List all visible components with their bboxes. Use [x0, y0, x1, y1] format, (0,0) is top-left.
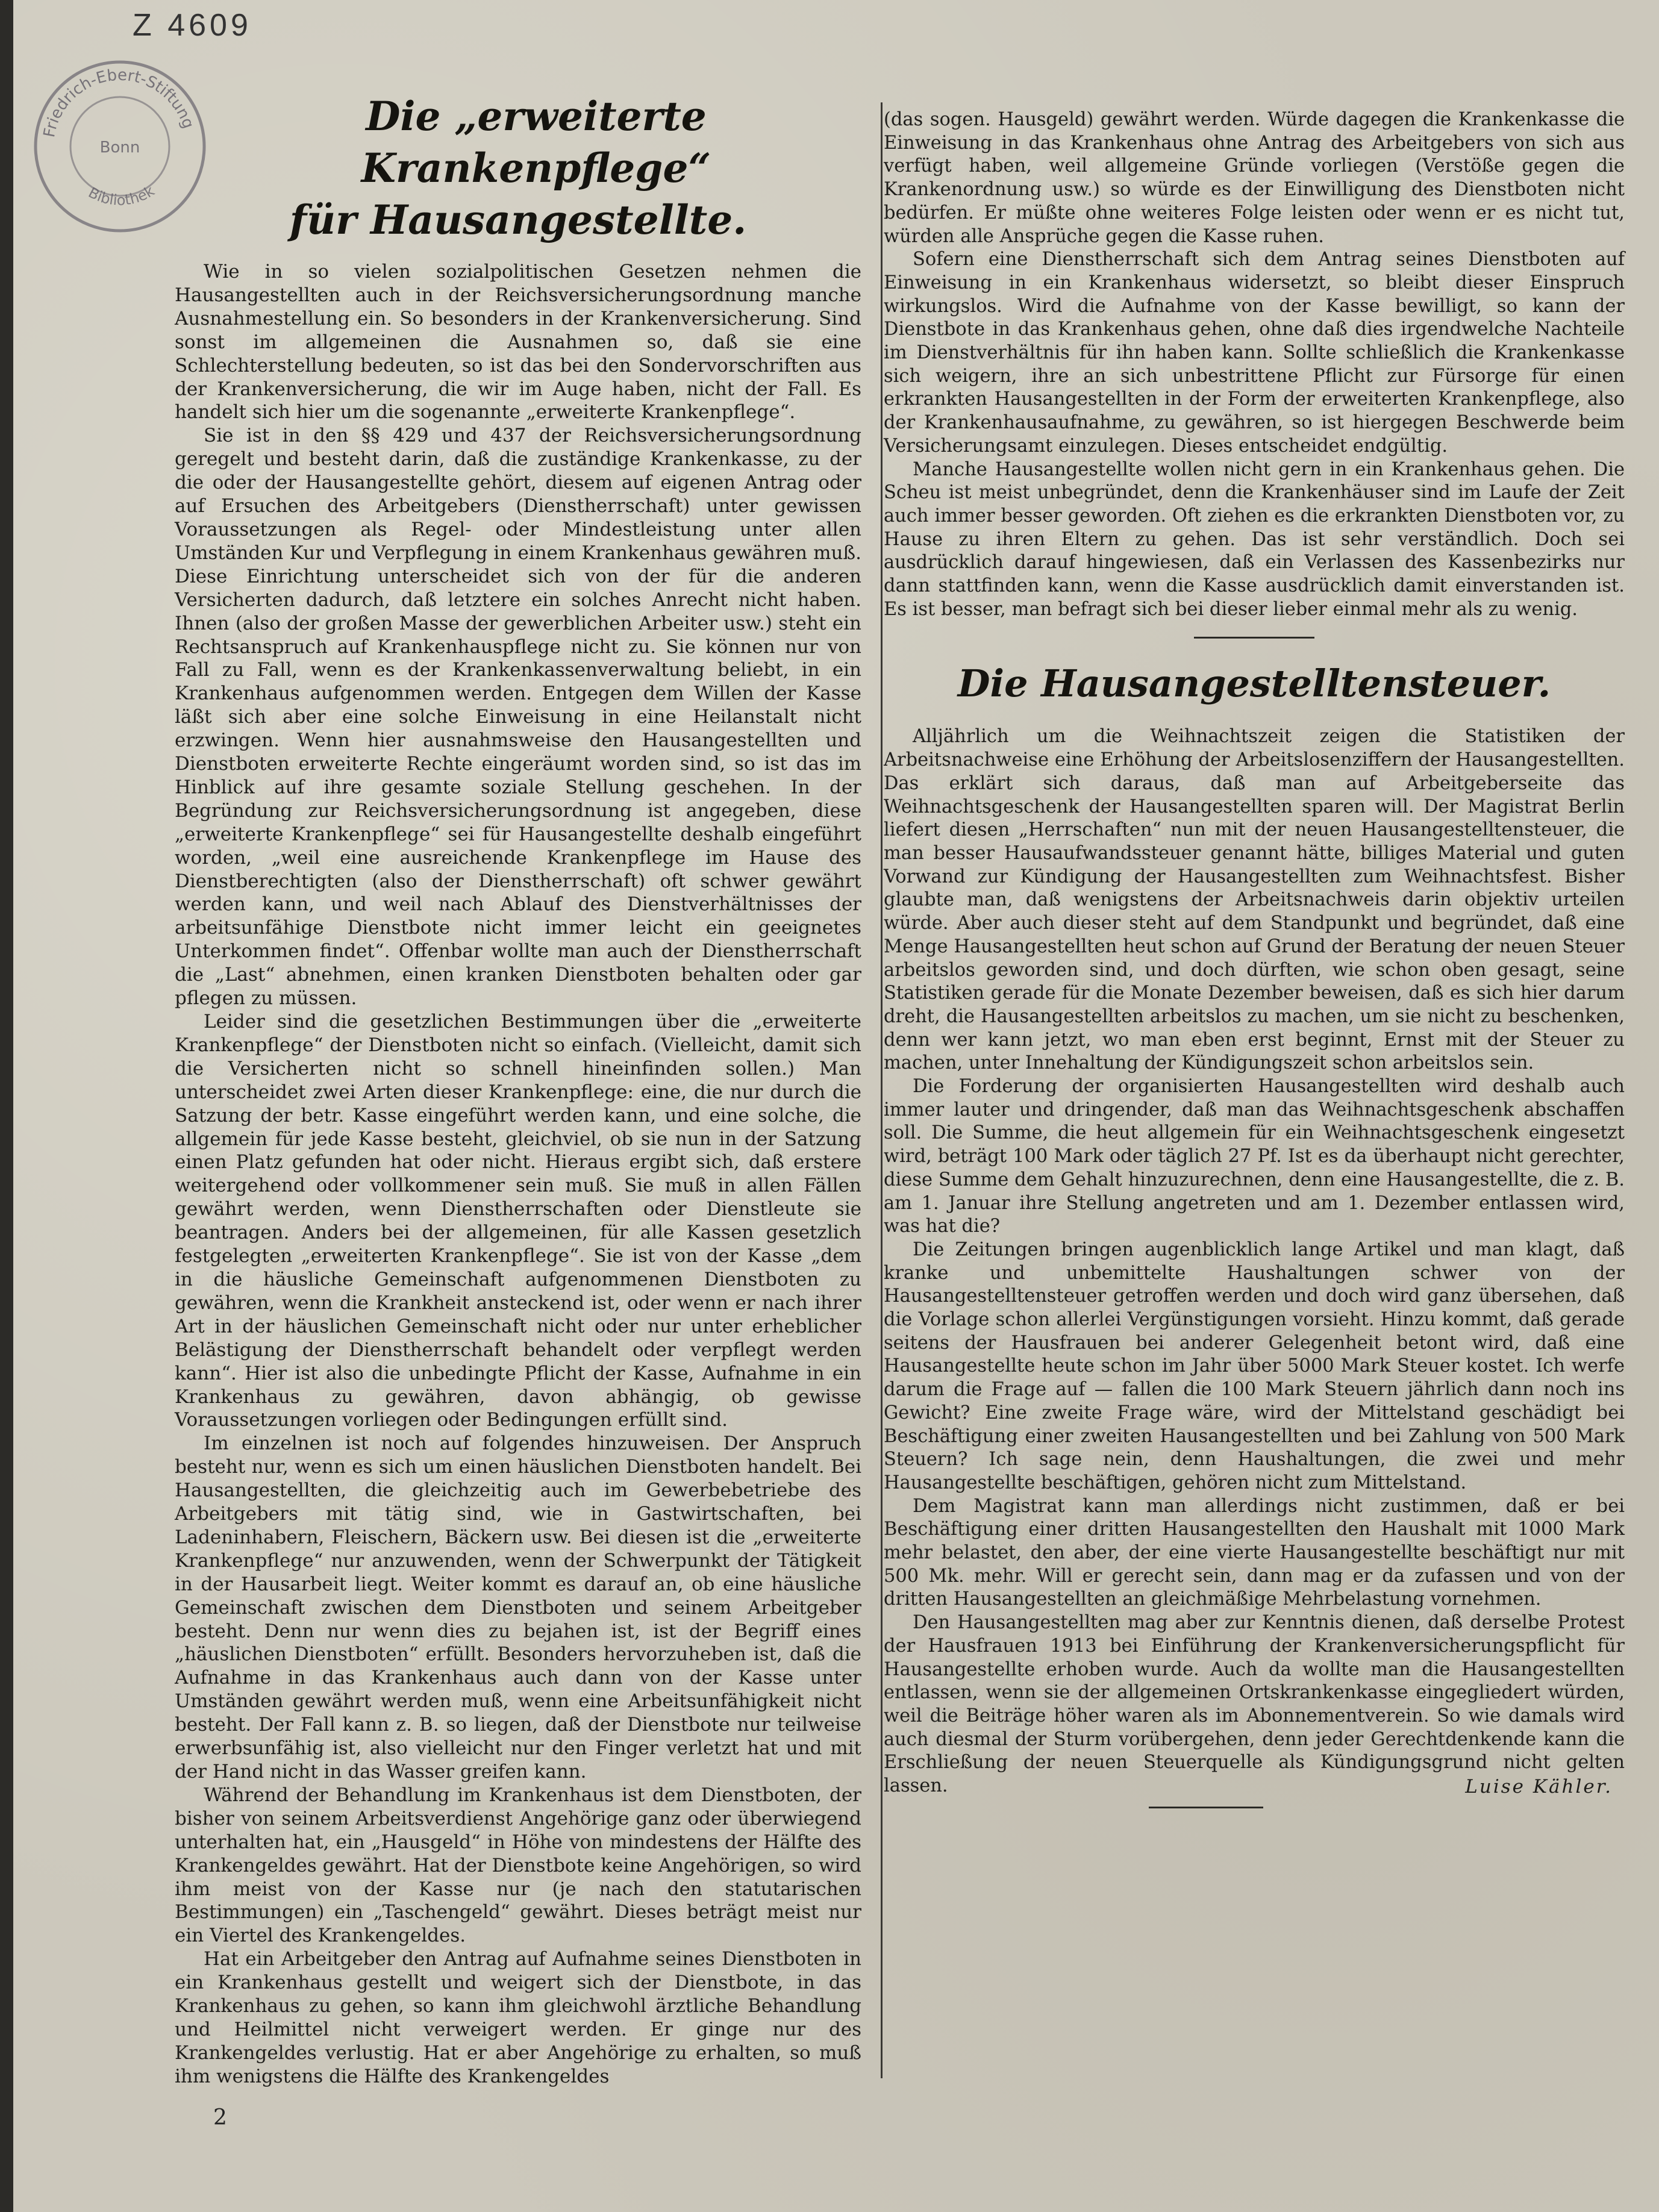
article1-paragraph: Hat ein Arbeitgeber den Antrag auf Aufnahme seines Dienstboten in ein Krankenhaus gestellt und weigert sich der Dienstbote, in das Krankenhaus zu gehen, so kann ihm gleichwohl ärztliche Behandlung und Heilmittel nicht verweigert werden. Er ginge nur des Krankengeldes verlustig. Hat er aber Angehörige zu erhalten, so muß ihm wenigstens die Hälfte des Krankengeldes [175, 1948, 861, 2087]
stamp-center-text: Bonn [99, 139, 140, 157]
svg-text:Bibliothek [86, 183, 157, 209]
article2-paragraph: Dem Magistrat kann man allerdings nicht zustimmen, daß er bei Beschäftigung einer dritten Hausangestellten den Haushalt mit 1000 Mark mehr belastet, den aber, der eine vierte Hausangestellte beschäftigt nur mit 500 Mk. mehr. Will er gerecht sein, dann mag er da zufassen und von der dritten Hausangestellten an gleichmäßige Mehrbelastung vornehmen. [884, 1495, 1625, 1610]
article1-continued-paragraph: Sofern eine Dienstherrschaft sich dem Antrag seines Dienstboten auf Einweisung in ein Krankenhaus widersetzt, so bleibt dieser Einspruch wirkungslos. Wird die Aufnahme von der Kasse bewilligt, so kann der Dienstbote in das Krankenhaus gehen, ohne daß dies irgendwelche Nachteile im Dienstverhältnis für ihn haben kann. Sollte schließlich die Krankenkasse sich weigern, ihre an sich unbestrittene Pflicht zur Fürsorge für einen erkrankten Hausangestellten in der Form der erweiterten Krankenpflege, also der Krankenhausaufnahme, zu gewähren, so ist hiergegen Beschwerde beim Versicherungsamt einzulegen. Dieses entscheidet endgültig. [884, 249, 1625, 457]
article2-paragraph: Den Hausangestellten mag aber zur Kenntnis dienen, daß derselbe Protest der Hausfrauen 1913 bei Einführung der Krankenversicherungspflicht für Hausangestellte erhoben wurde. Auch da wollte man die Hausangestellten entlassen, wenn sie der allgemeinen Ortskrankenkasse eingegliedert würden, weil die Beiträge höher waren als im Abonnementverein. So wie damals wird auch diesmal der Sturm vorübergehen, denn jeder Gerechtdenkende kann die Erschließung der neuen Steuerquelle als Kündigungsgrund nicht gelten lassen. [884, 1612, 1625, 1797]
newspaper-page [13, 0, 1659, 2212]
article1-title-line1: Die „erweiterte Krankenpflege“ [361, 93, 711, 192]
article2-paragraph: Die Forderung der organisierten Hausangestellten wird deshalb auch immer lauter und dringender, daß man das Weihnachtsgeschenk abschaffen soll. Die Summe, die heut allgemein für ein Weihnachtsgeschenk eingesetzt wird, beträgt 100 Mark oder täglich 27 Pf. Ist es da überhaupt nicht gerechter, diese Summe dem Gehalt hinzuzurechnen, denn eine Hausangestellte, die z. B. am 1. Januar ihre Stellung angetreten und am 1. Dezember entlassen wird, was hat die? [884, 1076, 1625, 1237]
author-signature: Luise Kähler. [1465, 1775, 1613, 1798]
article1-paragraph: Im einzelnen ist noch auf folgendes hinzuweisen. Der Anspruch besteht nur, wenn es sich um einen häuslichen Dienstboten handelt. Bei Hausangestellten, die gleichzeitig auch im Gewerbebetriebe des Arbeitgebers mit tätig sind, wie in Gastwirtschaften, bei Ladeninhabern, Fleischern, Bäckern usw. Bei diesen ist die „erweiterte Krankenpflege“ nur anzuwenden, wenn der Schwerpunkt der Tätigkeit in der Hausarbeit liegt. Weiter kommt es darauf an, ob eine häusliche Gemeinschaft zwischen dem Dienstboten und seinem Arbeitgeber besteht. Denn nur wenn dies zu bejahen ist, ist der Begriff eines „häuslichen Dienstboten“ erfüllt. Besonders hervorzuheben ist, daß die Aufnahme in das Krankenhaus auch dann von der Kasse unter Umständen gewährt werden muß, wenn eine Arbeitsunfähigkeit nicht besteht. Der Fall kann z. B. so liegen, daß der Dienstbote nur teilweise erwerbsunfähig ist, also vielleicht nur den Finger verletzt hat und mit der Hand nicht in das Wasser greifen kann. [175, 1432, 861, 1782]
article-separator [1194, 637, 1314, 639]
end-rule [1149, 1807, 1263, 1808]
stamp-top-text: Friedrich-Ebert-Stiftung [40, 66, 198, 139]
article1-paragraph: Sie ist in den §§ 429 und 437 der Reichsversicherungsordnung geregelt und besteht darin, daß die zuständige Krankenkasse, zu der die oder der Hausangestellte gehört, diesem auf eigenen Antrag oder auf Ersuchen des Arbeitgebers (Dienstherrschaft) unter gewissen Voraussetzungen als Regel- oder Mindestleistung unter allen Umständen Kur und Verpflegung in einem Krankenhaus gewähren muß. Diese Einrichtung unterscheidet sich von der für die anderen Versicherten dadurch, daß letztere ein solches Anrecht nicht haben. Ihnen (also der großen Masse der gewerblichen Arbeiter usw.) steht ein Rechtsanspruch auf Krankenhauspflege nicht zu. Sie können nur von Fall zu Fall, wenn es der Krankenkassenverwaltung beliebt, in ein Krankenhaus aufgenommen werden. Entgegen dem Willen der Kasse läßt sich aber eine solche Einweisung in eine Heilanstalt nicht erzwingen. Wenn hier ausnahmsweise den Hausangestellten und Dienstboten erweiterte Rechte eingeräumt worden sind, so ist das im Hinblick auf ihre gesamte soziale Stellung geschehen. In der Begründung zur Reichsversicherungsordnung ist angegeben, diese „erweiterte Krankenpflege“ sei für Hausangestellte deshalb eingeführt worden, „weil eine ausreichende Krankenpflege im Hause des Dienstberechtigten (also der Dienstherrschaft) oft schwer gewährt werden kann, und weil nach Ablauf des Dienstverhältnisses der arbeitsunfähige Dienstbote nicht immer leicht ein geeignetes Unterkommen findet“. Offenbar wollte man auch der Dienstherrschaft die „Last“ abnehmen, einen kranken Dienstboten behalten oder gar pflegen zu müssen. [175, 425, 861, 1010]
article1-paragraph: Leider sind die gesetzlichen Bestimmungen über die „erweiterte Krankenpflege“ der Dienstboten nicht so einfach. (Vielleicht, damit sich die Versicherten nicht so schnell hineinfinden sollen.) Man unterscheidet zwei Arten dieser Krankenpflege: eine, die nur durch die Satzung der betr. Kasse eingeführt werden kann, und eine solche, die allgemein für jede Kasse besteht, gleichviel, ob sie nun in der Satzung einen Platz gefunden hat oder nicht. Hieraus ergibt sich, daß erstere weitergehend oder vollkommener sein muß. Sie muß in allen Fällen gewährt werden, wenn Dienstherrschaften oder Dienstleute sie beantragen. Anders bei der allgemeinen, für alle Kassen gesetzlich festgelegten „erweiterten Krankenpflege“. Sie ist von der Kasse „dem in die häusliche Gemeinschaft aufgenommenen Dienstboten zu gewähren, wenn die Krankheit ansteckend ist, oder wenn er nach ihrer Art in der häuslichen Gemeinschaft nicht oder nur unter erheblicher Belästigung der Dienstherrschaft behandelt oder verpflegt werden kann“. Hier ist also die unbedingte Pflicht der Kasse, Aufnahme in ein Krankenhaus zu gewähren, davon abhängig, ob gewisse Voraussetzungen vorliegen oder Bedingungen erfüllt sind. [175, 1011, 861, 1431]
article1-paragraph: Während der Behandlung im Krankenhaus ist dem Dienstboten, der bisher von seinem Arbeitsverdienst Angehörige ganz oder überwiegend unterhalten hat, ein „Hausgeld“ in Höhe von mindestens der Hälfte des Krankengeldes gewährt. Hat der Dienstbote keine Angehörigen, so wird ihm meist von der Kasse nur (je nach den statutarischen Bestimmungen) ein „Taschengeld“ gewährt. Dieses beträgt meist nur ein Viertel des Krankengeldes. [175, 1784, 861, 1947]
archive-number: Z 4609 [133, 8, 252, 43]
article1-continued-paragraph: Manche Hausangestellte wollen nicht gern in ein Krankenhaus gehen. Die Scheu ist meist unbegründet, denn die Krankenhäuser sind im Laufe der Zeit auch immer besser geworden. Oft ziehen es die erkrankten Dienstboten vor, zu Hause zu ihren Eltern zu gehen. Das ist sehr verständlich. Doch sei ausdrücklich darauf hingewiesen, daß ein Verlassen des Kassenbezirks nur dann stattfinden kann, wenn die Kasse ausdrücklich damit einverstanden ist. Es ist besser, man befragt sich bei dieser lieber einmal mehr als zu wenig. [884, 458, 1625, 620]
page-number: 2 [213, 2105, 227, 2130]
article2-title: Die Hausangestelltensteuer. [957, 661, 1551, 706]
article1-title-line2: für Hausangestellte. [289, 196, 747, 243]
article2-paragraph: Alljährlich um die Weihnachtszeit zeigen die Statistiken der Arbeitsnachweise eine Erhöhung der Arbeitslosenziffern der Hausangestellten. Das erklärt sich daraus, daß man auf Arbeitgeberseite das Weihnachtsgeschenk der Hausangestellten sparen will. Der Magistrat Berlin liefert diesen „Herrschaften“ nun mit der neuen Hausangestelltensteuer, die man besser Hausaufwandssteuer genannt hätte, billiges Material und guten Vorwand zur Kündigung der Hausangestellten zum Weihnachtsfest. Bisher glaubte man, daß wenigstens der Arbeitsnachweis darin objektiv urteilen würde. Aber auch dieser steht auf dem Standpunkt und begründet, daß eine Menge Hausangestellten heut schon auf Grund der Beratung der neuen Steuer arbeitslos geworden sind, und doch dürften, wie schon oben gesagt, seine Statistiken gerade für die Monate Dezember beweisen, daß es sich hier darum dreht, die Hausangestellten arbeitslos zu machen, um sie nicht zu beschenken, denn wer kann jetzt, wo man eben erst beginnt, Ernst mit der Steuer zu machen, unter Innehaltung der Kündigungszeit schon arbeitslos sein. [884, 726, 1625, 1074]
article2-paragraph: Die Zeitungen bringen augenblicklich lange Artikel und man klagt, daß kranke und unbemittelte Haushaltungen schwer von der Hausangestelltensteuer getroffen werden und doch wird ganz übersehen, daß die Vorlage schon allerlei Vergünstigungen vorsieht. Hinzu kommt, daß gerade seitens der Hausfrauen bei anderer Gelegenheit betont wird, daß eine Hausangestellte heute schon im Jahr über 5000 Mark Steuer kostet. Ich werfe darum die Frage auf — fallen die 100 Mark Steuern jährlich dann noch ins Gewicht? Eine zweite Frage wäre, wird der Mittelstand geschädigt bei Beschäftigung einer zweiten Hausangestellten und bei Zahlung von 500 Mark Steuern? Ich sage nein, denn Haushaltungen, die zwei und mehr Hausangestellte beschäftigen, gehören nicht zum Mittelstand. [884, 1239, 1625, 1493]
article1-paragraph: Wie in so vielen sozialpolitischen Gesetzen nehmen die Hausangestellten auch in der Reichsversicherungsordnung manche Ausnahmestellung ein. So besonders in der Krankenversicherung. Sind sonst im allgemeinen die Ausnahmen so, daß sie eine Schlechterstellung bedeuten, so ist das bei den Sondervorschriften aus der Krankenversicherung, die wir im Auge haben, nicht der Fall. Es handelt sich hier um die sogenannte „erweiterte Krankenpflege“. [175, 261, 861, 423]
left-column [175, 90, 861, 2089]
right-column [884, 108, 1625, 1808]
article1-continued-paragraph: (das sogen. Hausgeld) gewährt werden. Würde dagegen die Krankenkasse die Einweisung in das Krankenhaus ohne Antrag des Arbeitgebers von sich aus verfügt haben, weil allgemeine Gründe vorliegen (Verstöße gegen die Krankenordnung usw.) so würde es der Einwilligung des Dienstboten nicht bedürfen. Er müßte ohne weiteres Folge leisten oder wenn er es nicht tut, würden alle Ansprüche gegen die Kasse ruhen. [884, 109, 1625, 247]
stamp-bottom-text: Bibliothek [86, 182, 158, 209]
svg-text:Friedrich-Ebert-Stiftung [40, 66, 197, 139]
column-divider [881, 102, 883, 2078]
